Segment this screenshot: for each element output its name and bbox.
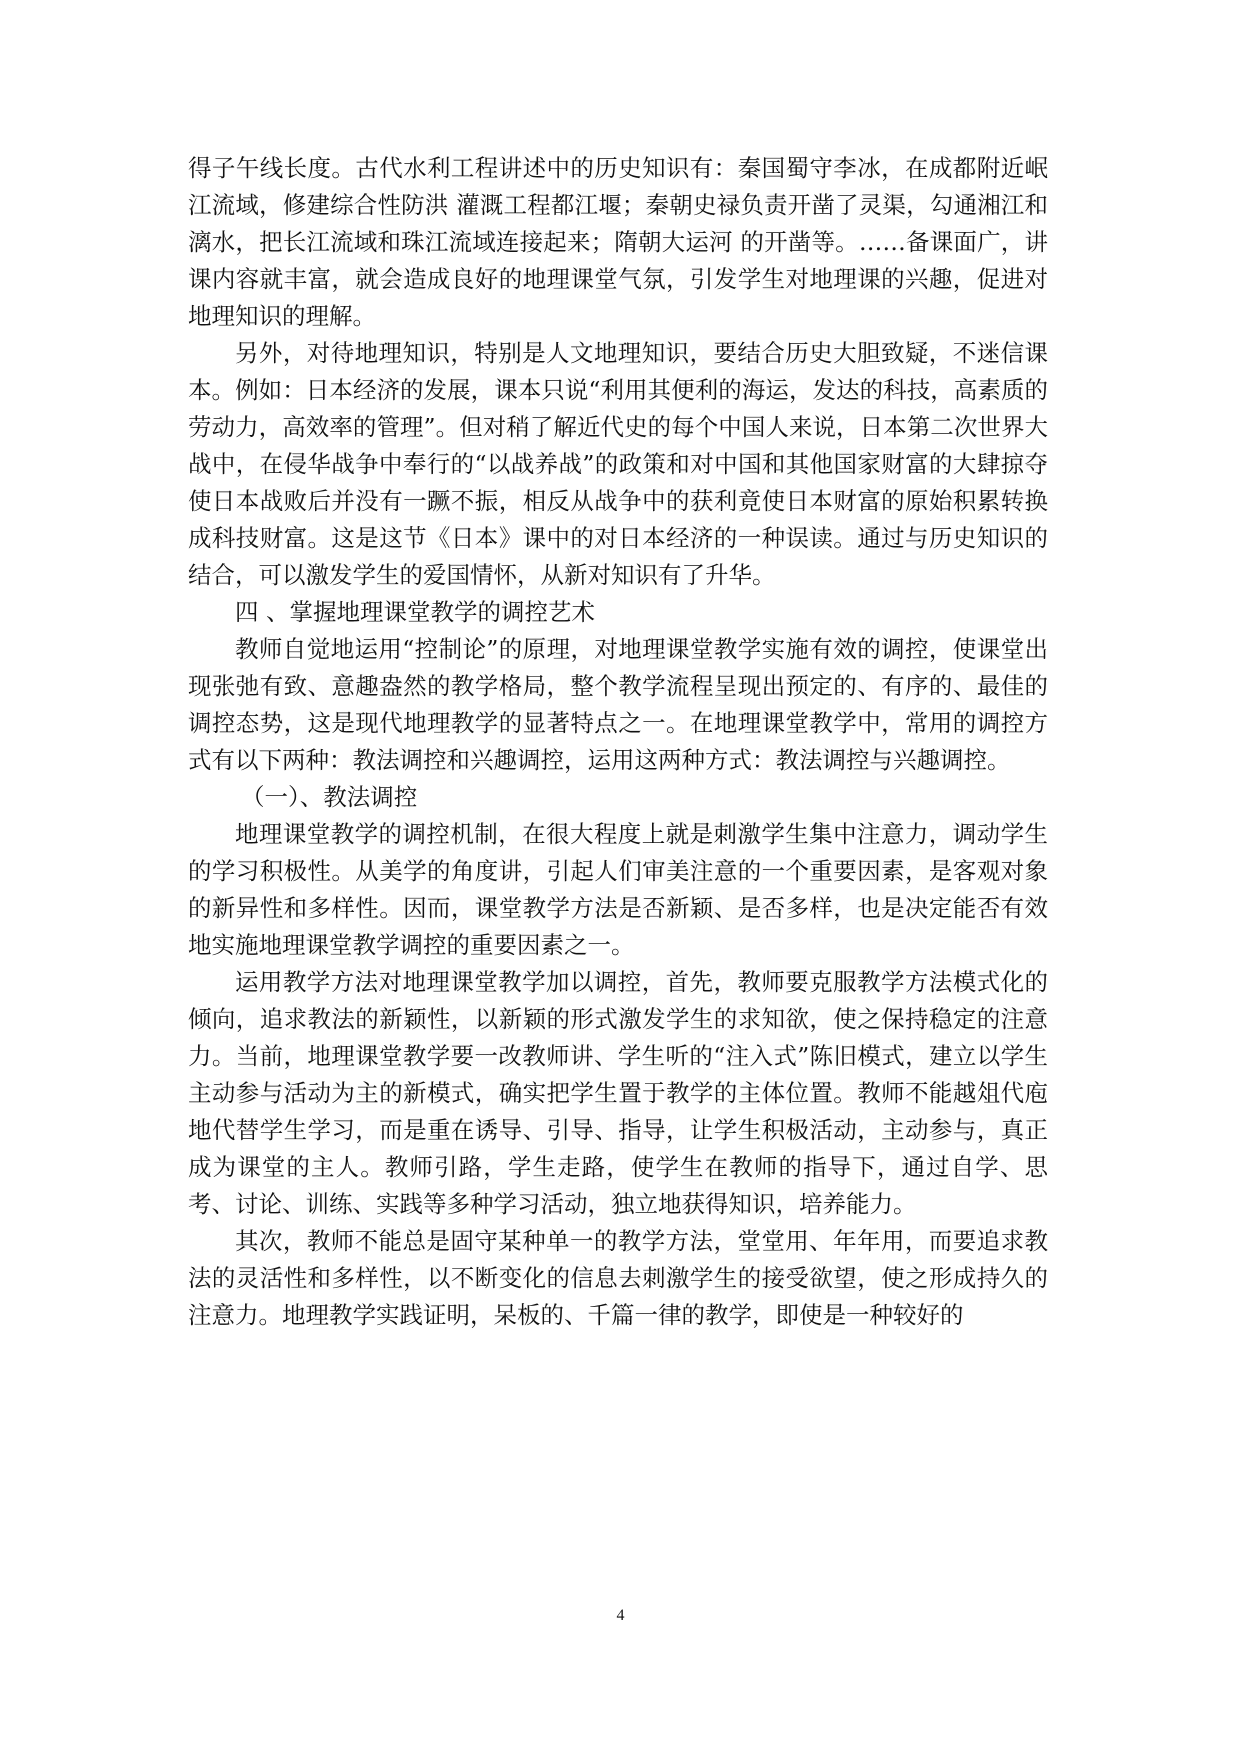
document-body xyxy=(188,150,1048,1334)
paragraph-japan-economy: 另外，对待地理知识，特别是人文地理知识，要结合历史大胆致疑，不迷信课本。例如：日本经济的发展，课本只说“利用其便利的海运，发达的科技，高素质的劳动力，高效率的管理”。但对稍了解近代史的每个中国人来说，日本第二次世界大战中，在侵华战争中奉行的“以战养战”的政策和对中国和其他国家财富的大肆掠夺使日本战败后并没有一蹶不振，相反从战争中的获利竟使日本财富的原始积累转换成科技财富。这是这节《日本》课中的对日本经济的一种误读。通过与历史知识的结合，可以激发学生的爱国情怀，从新对知识有了升华。 xyxy=(188,339,1048,589)
paragraph-teaching-methods-first: 运用教学方法对地理课堂教学加以调控，首先，教师要克服教学方法模式化的倾向，追求教法的新颖性，以新颖的形式激发学生的求知欲，使之保持稳定的注意力。当前，地理课堂教学要一改教师讲、学生听的“注入式”陈旧模式，建立以学生主动参与活动为主的新模式，确实把学生置于教学的主体位置。教师不能越俎代庖地代替学生学习，而是重在诱导、引导、指导，让学生积极活动，主动参与，真正成为课堂的主人。教师引路，学生走路，使学生在教师的指导下，通过自学、思考、讨论、训练、实践等多种学习活动，独立地获得知识，培养能力。 xyxy=(188,968,1048,1218)
paragraph-continuation: 得子午线长度。古代水利工程讲述中的历史知识有：秦国蜀守李冰，在成都附近岷江流域，修建综合性防洪 灌溉工程都江堰；秦朝史禄负责开凿了灵渠，勾通湘江和漓水，把长江流域和珠江流域连接起来；隋朝大运河 的开凿等。……备课面广，讲课内容就丰富，就会造成良好的地理课堂气氛，引发学生对地理课的兴趣，促进对地理知识的理解。 xyxy=(188,154,1048,330)
page-number: 4 xyxy=(616,1607,625,1624)
paragraph-teaching-methods-second: 其次，教师不能总是固守某种单一的教学方法，堂堂用、年年用，而要追求教法的灵活性和多样性，以不断变化的信息去刺激学生的接受欲望，使之形成持久的注意力。地理教学实践证明，呆板的、千篇一律的教学，即使是一种较好的 xyxy=(188,1227,1048,1329)
paragraph-control-mechanism: 地理课堂教学的调控机制，在很大程度上就是刺激学生集中注意力，调动学生的学习积极性。从美学的角度讲，引起人们审美注意的一个重要因素，是客观对象的新异性和多样性。因而，课堂教学方法是否新颖、是否多样，也是决定能否有效地实施地理课堂教学调控的重要因素之一。 xyxy=(188,820,1048,959)
subheading-teaching-method-control: （一）、教法调控 xyxy=(241,783,418,811)
paragraph-control-theory: 教师自觉地运用“控制论”的原理，对地理课堂教学实施有效的调控，使课堂出现张弛有致、意趣盎然的教学格局，整个教学流程呈现出预定的、有序的、最佳的调控态势，这是现代地理教学的显著特点之一。在地理课堂教学中，常用的调控方式有以下两种：教法调控和兴趣调控，运用这两种方式：教法调控与兴趣调控。 xyxy=(188,635,1048,774)
section-heading-classroom-control: 四 、掌握地理课堂教学的调控艺术 xyxy=(235,598,595,626)
